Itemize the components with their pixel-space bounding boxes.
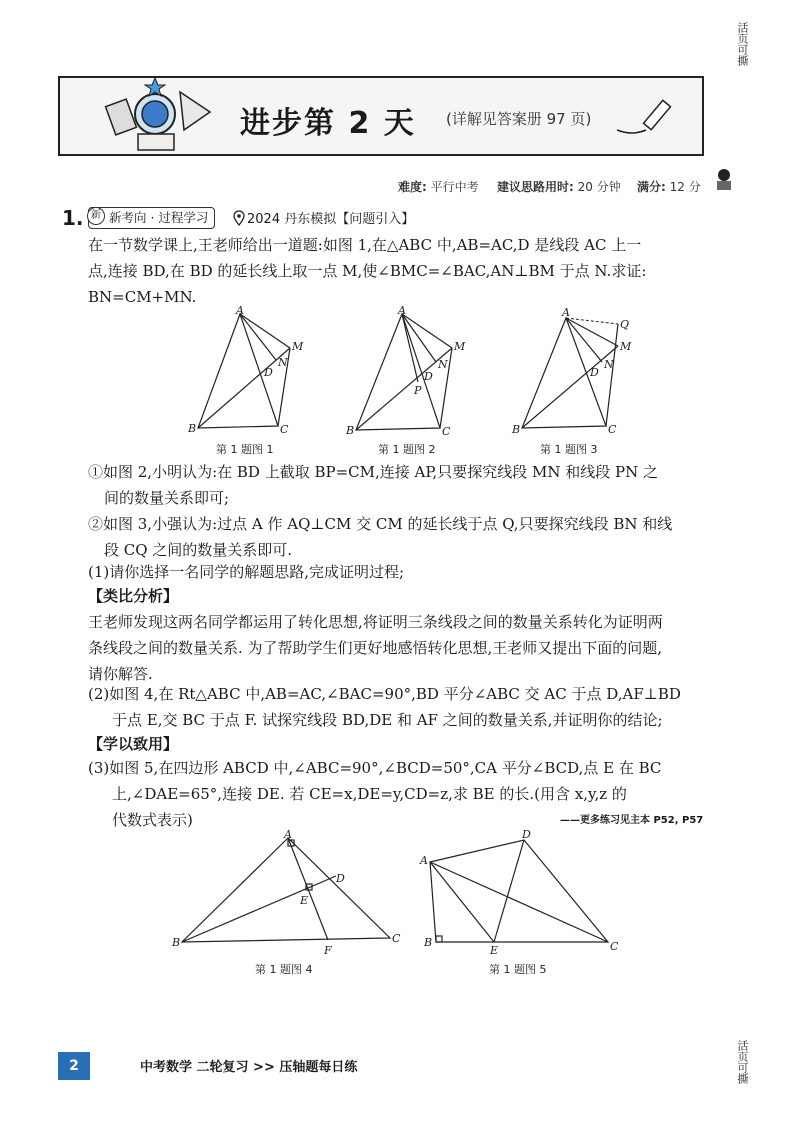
svg-text:A: A [284, 828, 292, 841]
svg-text:D: D [590, 366, 599, 379]
svg-text:B: B [424, 936, 433, 949]
figure-2 [344, 306, 474, 436]
side-tab-bottom[interactable]: 活页可撕 [736, 1040, 749, 1084]
svg-text:C: C [608, 423, 617, 436]
svg-text:P: P [414, 384, 422, 397]
figure-5 [416, 826, 626, 956]
more-practice: ——更多练习见主本 P52, P57 [560, 815, 704, 826]
svg-text:N: N [438, 358, 448, 371]
location-pin-icon [232, 210, 246, 226]
svg-text:B: B [172, 936, 181, 949]
figure-5-caption: 第 1 题图 5 [489, 963, 547, 976]
svg-text:D: D [522, 828, 531, 841]
svg-text:M: M [454, 340, 466, 353]
bomb-icon [714, 166, 736, 192]
analogy-heading: 【类比分析】 [88, 587, 179, 605]
svg-text:M: M [292, 340, 304, 353]
new-badge: 新 [87, 207, 105, 225]
svg-text:A: A [398, 306, 406, 317]
footer-book-title: 中考数学 二轮复习 >> 压轴题每日练 [140, 1060, 358, 1075]
svg-text:C: C [610, 940, 619, 953]
figure-3 [508, 306, 638, 436]
svg-text:Q: Q [620, 318, 630, 331]
svg-text:B: B [346, 424, 355, 436]
svg-text:A: A [562, 306, 570, 319]
page-title: 进步第 2 天 [240, 106, 416, 141]
figure-4-caption: 第 1 题图 4 [255, 963, 313, 976]
figure-4 [172, 826, 408, 956]
svg-text:E: E [490, 944, 499, 956]
svg-text:M: M [620, 340, 632, 353]
svg-text:B: B [188, 422, 197, 435]
svg-text:D: D [336, 872, 345, 885]
figure-2-caption: 第 1 题图 2 [378, 443, 436, 456]
suggested-time: 建议思路用时: 20 分钟 [497, 180, 621, 194]
svg-text:A: A [236, 306, 244, 317]
question-origin: 2024 丹东模拟【问题引入】 [247, 212, 415, 227]
option-2: ②如图 3,小强认为:过点 A 作 AQ⊥CM 交 CM 的延长线于点 Q,只要探究线段 BN 和线 段 CQ 之间的数量关系即可. [88, 515, 673, 559]
svg-text:C: C [442, 425, 451, 436]
svg-text:C: C [280, 423, 289, 436]
astronaut-illustration-icon [100, 72, 220, 156]
full-score: 满分: 12 分 [637, 180, 701, 194]
svg-text:C: C [392, 932, 401, 945]
difficulty: 难度: 平行中考 [398, 180, 479, 194]
svg-text:N: N [604, 358, 614, 371]
option-1: ①如图 2,小明认为:在 BD 上截取 BP=CM,连接 AP,只要探究线段 MN 和线段 PN 之 间的数量关系即可; [88, 463, 658, 507]
svg-text:F: F [324, 944, 332, 956]
part-3: (3)如图 5,在四边形 ABCD 中,∠ABC=90°,∠BCD=50°,CA 平分∠BCD,点 E 在 BC 上,∠DAE=65°,连接 DE. 若 CE=x,DE=y,CD=z,求 BE 的长.(用含 x,y,z 的 代数式表示) [88, 759, 662, 829]
side-tab-top[interactable]: 活页可撕 [736, 22, 749, 66]
svg-text:D: D [424, 370, 433, 383]
svg-text:B: B [512, 423, 521, 436]
figure-1 [182, 306, 312, 436]
question-tag: 新考向 · 过程学习 [88, 207, 215, 229]
svg-text:D: D [264, 366, 273, 379]
part-1: (1)请你选择一名同学的解题思路,完成证明过程; [88, 563, 405, 581]
apply-heading: 【学以致用】 [88, 735, 179, 753]
page-subtitle: (详解见答案册 97 页) [446, 110, 592, 128]
part-2: (2)如图 4,在 Rt△ABC 中,AB=AC,∠BAC=90°,BD 平分∠ABC 交 AC 于点 D,AF⊥BD 于点 E,交 BC 于点 F. 试探究线段 BD,DE 和 AF 之间的数量关系,并证明你的结论; [88, 685, 681, 729]
figure-3-caption: 第 1 题图 3 [540, 443, 598, 456]
svg-text:E: E [300, 894, 309, 907]
question-intro: 在一节数学课上,王老师给出一道题:如图 1,在△ABC 中,AB=AC,D 是线段 AC 上一 点,连接 BD,在 BD 的延长线上取一点 M,使∠BMC=∠BAC,AN⊥BM 于点 N.求证: BN=CM+MN. [88, 236, 647, 306]
svg-text:N: N [278, 356, 288, 369]
svg-text:A: A [420, 854, 428, 867]
figure-1-caption: 第 1 题图 1 [216, 443, 274, 456]
analogy-text: 王老师发现这两名同学都运用了转化思想,将证明三条线段之间的数量关系转化为证明两 条线段之间的数量关系. 为了帮助学生们更好地感悟转化思想,王老师又提出下面的问题, 请你解答. [88, 613, 663, 683]
pen-icon [612, 92, 692, 140]
question-number: 1. [62, 206, 84, 230]
page-number: 2 [58, 1052, 90, 1080]
